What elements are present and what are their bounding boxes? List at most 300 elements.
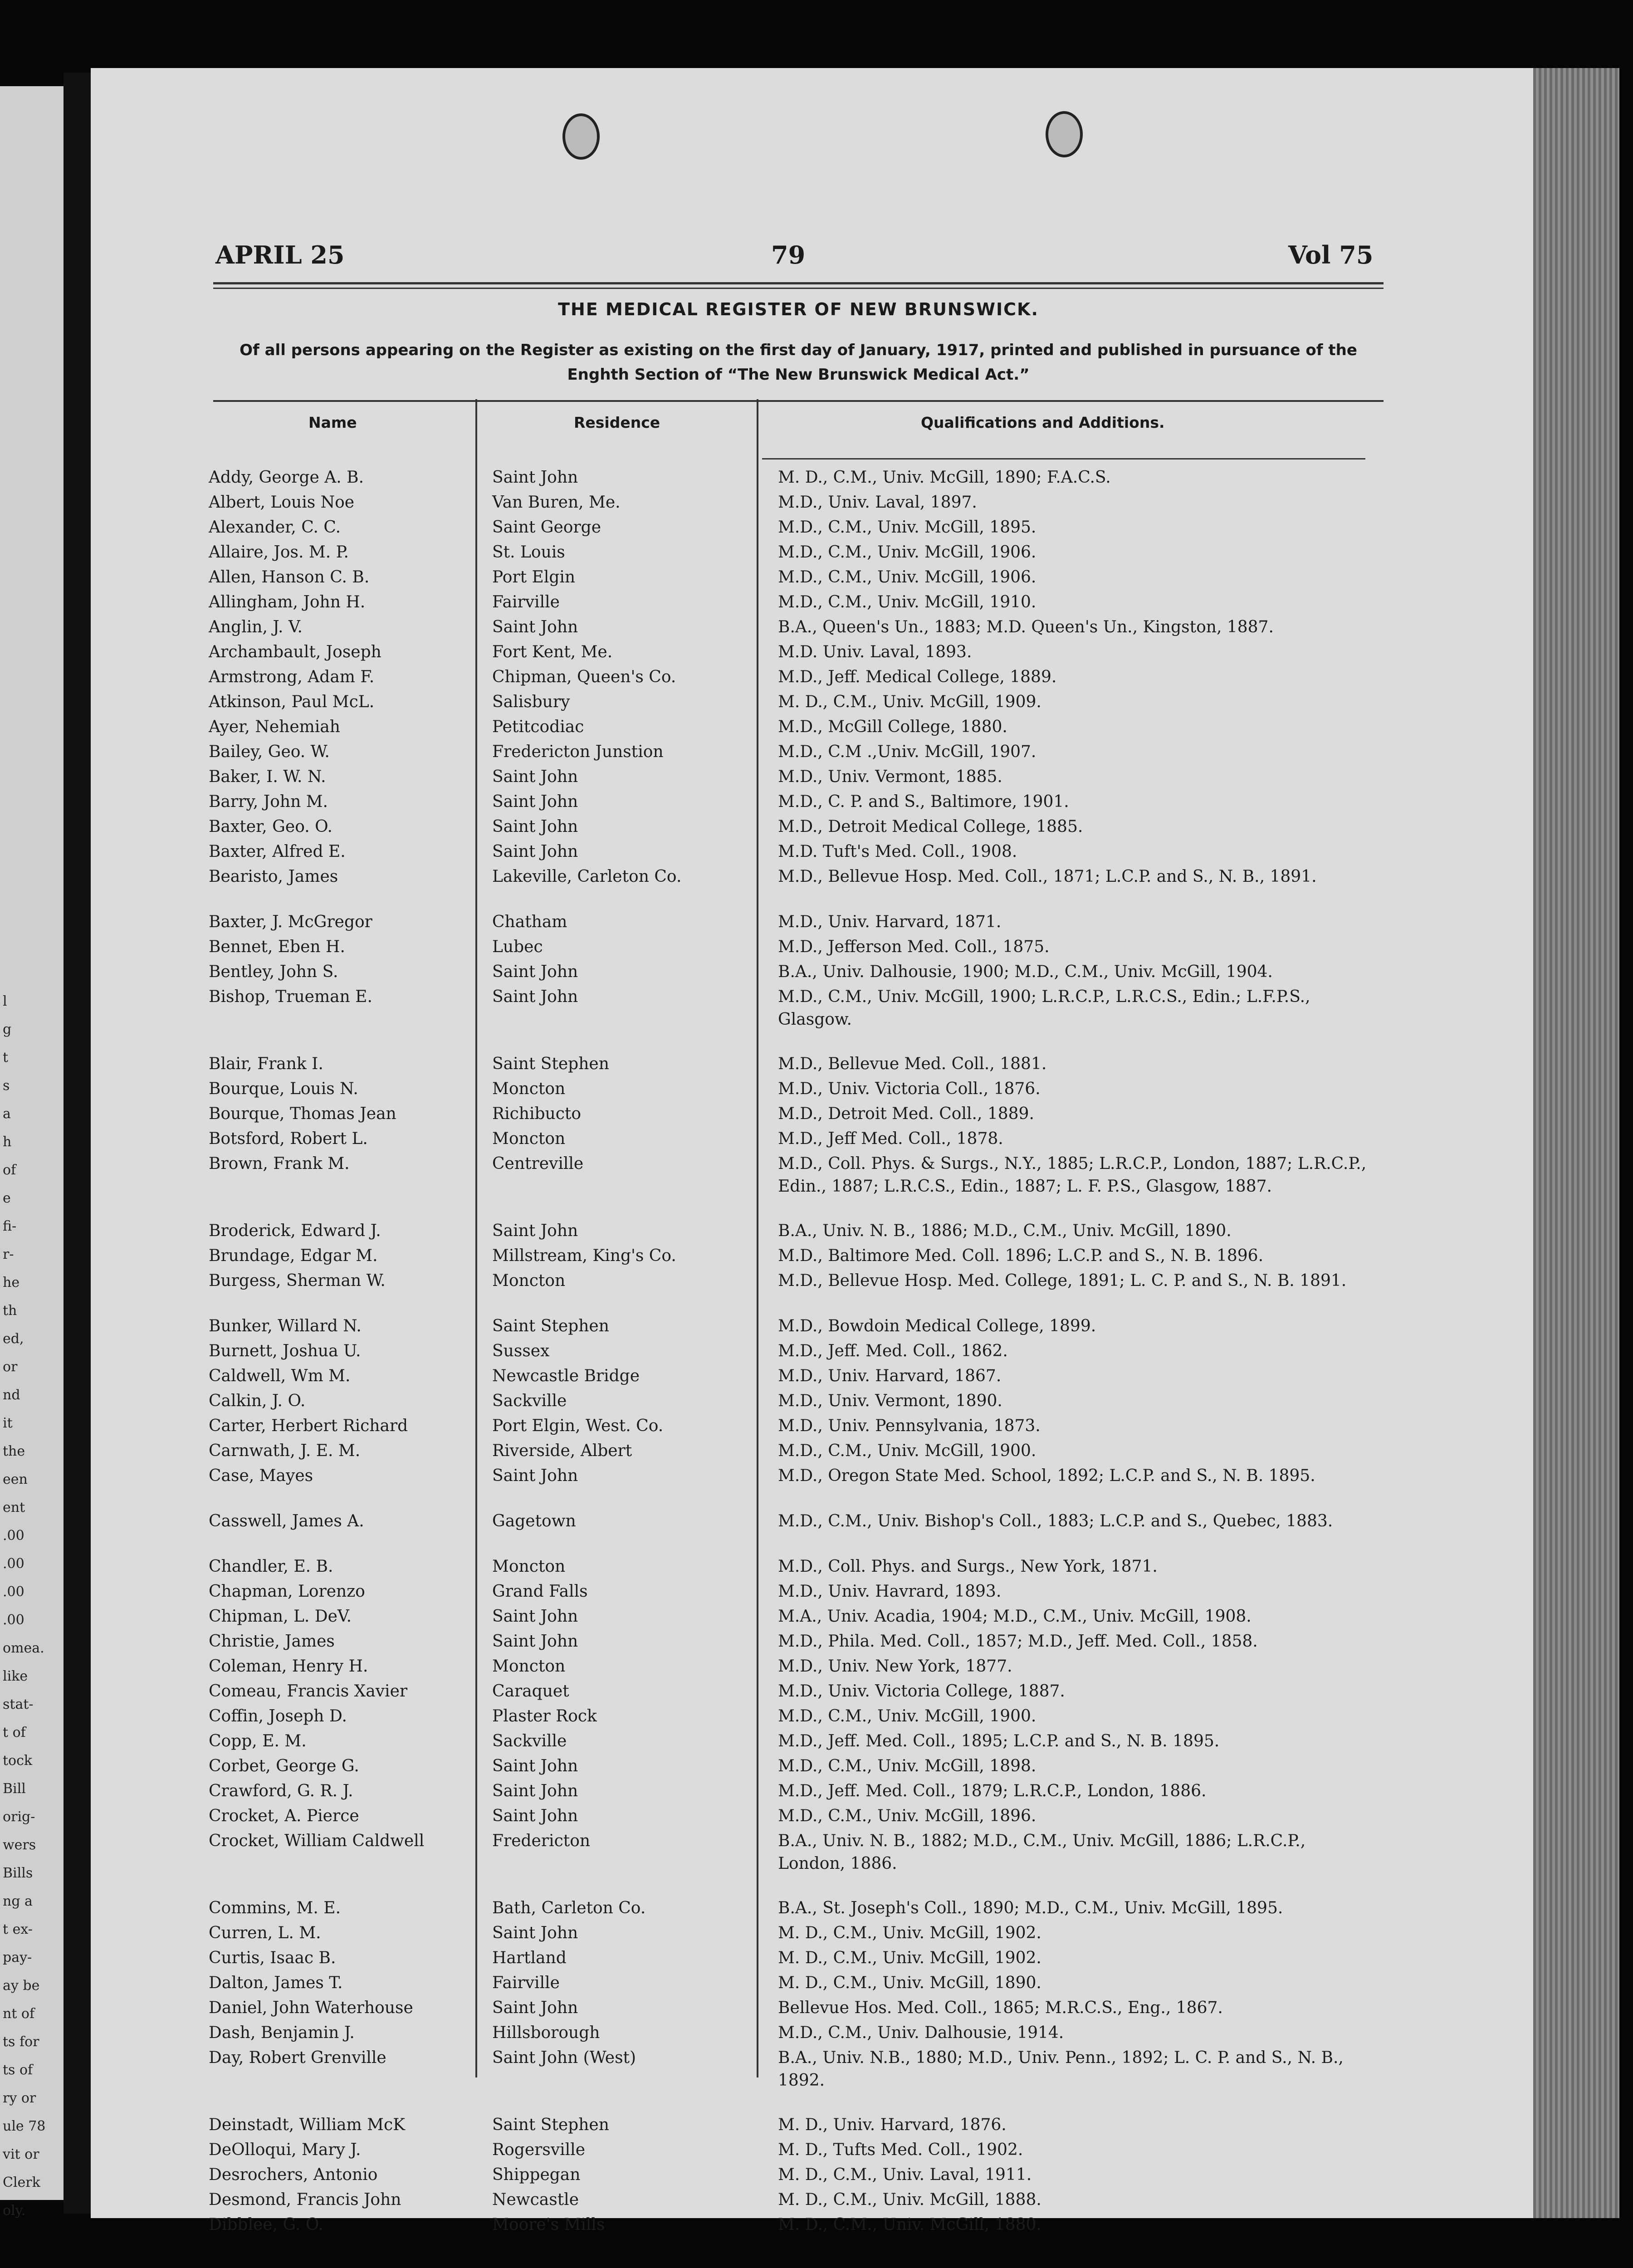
entry-residence: Saint John (492, 1782, 578, 1800)
entry-residence: Saint John (492, 1924, 578, 1942)
register-entry (209, 1654, 1370, 1679)
entry-qualifications: M. D., C.M., Univ. McGill, 1909. (778, 693, 1041, 711)
entry-name: Commins, M. E. (209, 1899, 341, 1917)
entry-qualifications: M. D., C.M., Univ. Laval, 1911. (778, 2165, 1032, 2184)
adjacent-page-fragment: vit or (3, 2146, 39, 2162)
entry-residence: Sackville (492, 1732, 567, 1750)
register-entry (209, 1629, 1370, 1654)
entry-residence: Saint John (492, 767, 578, 786)
page-stack-edge (1533, 68, 1619, 2218)
entry-name: Brown, Frank M. (209, 1154, 350, 1173)
entry-qualifications: M.D., McGill College, 1880. (778, 718, 1007, 736)
adjacent-page-fragment: ay be (3, 1978, 40, 1994)
adjacent-page-fragment: ule 78 (3, 2118, 46, 2134)
header-rule-thin (213, 288, 1384, 289)
register-entry (209, 1604, 1370, 1629)
entry-name: Ayer, Nehemiah (209, 718, 340, 736)
entry-name: Bunker, Willard N. (209, 1317, 362, 1335)
entry-residence: Moncton (492, 1557, 566, 1576)
entry-qualifications: M. D., C.M., Univ. McGill, 1902. (778, 1924, 1041, 1942)
entry-residence: Saint John (492, 1222, 578, 1240)
register-entry (209, 739, 1370, 764)
entry-residence: Saint John (West) (492, 2048, 636, 2067)
entry-qualifications: B.A., Univ. N. B., 1886; M.D., C.M., Univ. McGill, 1890. (778, 1222, 1232, 1240)
adjacent-page-fragment: Bill (3, 1781, 26, 1797)
entry-residence: Saint John (492, 1757, 578, 1775)
entry-name: Chapman, Lorenzo (209, 1582, 365, 1601)
entry-qualifications: M.D., Bellevue Hosp. Med. Coll., 1871; L.C.P. and S., N. B., 1891. (778, 867, 1317, 886)
entry-qualifications: M.D., C.M., Univ. McGill, 1900; L.R.C.P., L.R.C.S., Edin.; L.F.P.S., Glasgow. (778, 987, 1310, 1029)
entry-name: Dalton, James T. (209, 1974, 343, 1992)
entry-name: Coffin, Joseph D. (209, 1707, 347, 1725)
adjacent-page-fragment: ent (3, 1500, 25, 1515)
book-gutter (64, 73, 91, 2214)
entry-residence: Moncton (492, 1129, 566, 1148)
entry-qualifications: M.D., Jeff. Medical College, 1889. (778, 668, 1057, 686)
register-entry (209, 1828, 1370, 1875)
entry-residence: Saint George (492, 518, 601, 537)
entry-residence: Newcastle (492, 2190, 579, 2209)
entry-residence: St. Louis (492, 543, 565, 562)
entry-qualifications: M.D., Univ. Harvard, 1867. (778, 1367, 1002, 1385)
entry-name: Calkin, J. O. (209, 1392, 306, 1410)
entry-name: Christie, James (209, 1632, 335, 1651)
entry-qualifications: M.D., C.M., Univ. McGill, 1900. (778, 1442, 1037, 1460)
entry-name: Crocket, A. Pierce (209, 1807, 359, 1825)
entry-name: Casswell, James A. (209, 1512, 364, 1530)
header-rule (213, 282, 1384, 284)
entry-qualifications: M.D., C.M., Univ. Dalhousie, 1914. (778, 2024, 1064, 2042)
entry-qualifications: M.D., Univ. Pennsylvania, 1873. (778, 1417, 1041, 1435)
register-entry (209, 2112, 1370, 2137)
entry-residence: Van Buren, Me. (492, 493, 621, 512)
entry-name: Allen, Hanson C. B. (209, 568, 370, 587)
entry-name: Atkinson, Paul McL. (209, 693, 375, 711)
entry-name: Desrochers, Antonio (209, 2165, 378, 2184)
entry-qualifications: M. D., C.M., Univ. McGill, 1888. (778, 2190, 1041, 2209)
register-title: THE MEDICAL REGISTER OF NEW BRUNSWICK. (558, 299, 1039, 319)
register-entry (209, 1314, 1370, 1339)
entry-name: Allaire, Jos. M. P. (209, 543, 349, 562)
column-header-qualifications: Qualifications and Additions. (921, 414, 1165, 431)
adjacent-page-fragment: nd (3, 1387, 20, 1403)
adjacent-page-fragment: wers (3, 1837, 36, 1853)
entry-name: Bentley, John S. (209, 963, 338, 981)
adjacent-page-fragment: r- (3, 1246, 14, 1262)
entry-residence: Petitcodiac (492, 718, 584, 736)
adjacent-page-fragment: ng a (3, 1893, 33, 1909)
adjacent-page-fragment: l (3, 993, 7, 1009)
entry-residence: Millstream, King's Co. (492, 1246, 676, 1265)
register-entry (209, 2137, 1370, 2162)
header-volume: Vol 75 (1288, 240, 1374, 269)
adjacent-page-fragment: a (3, 1106, 11, 1122)
entry-name: Burnett, Joshua U. (209, 1342, 361, 1360)
register-entry (209, 565, 1370, 590)
entry-qualifications: Bellevue Hos. Med. Coll., 1865; M.R.C.S., Eng., 1867. (778, 1999, 1223, 2017)
entry-residence: Shippegan (492, 2165, 581, 2184)
adjacent-page-fragment: or (3, 1359, 18, 1375)
entry-qualifications: M.D. Tuft's Med. Coll., 1908. (778, 842, 1017, 861)
entry-qualifications: M.D., Univ. Victoria Coll., 1876. (778, 1080, 1041, 1098)
register-entry (209, 615, 1370, 640)
entry-residence: Saint John (492, 1807, 578, 1825)
register-entry (209, 1339, 1370, 1364)
entry-qualifications: B.A., Univ. Dalhousie, 1900; M.D., C.M., Univ. McGill, 1904. (778, 963, 1273, 981)
entry-name: Bailey, Geo. W. (209, 743, 330, 761)
register-entry (209, 1995, 1370, 2020)
register-entry (209, 1388, 1370, 1413)
register-entry (209, 1126, 1370, 1151)
entry-residence: Saint John (492, 792, 578, 811)
adjacent-page-fragment: omea. (3, 1640, 44, 1656)
entry-qualifications: M.D., Phila. Med. Coll., 1857; M.D., Jeff. Med. Coll., 1858. (778, 1632, 1258, 1651)
entry-name: Chipman, L. DeV. (209, 1607, 352, 1626)
entry-name: Baxter, Geo. O. (209, 817, 332, 836)
entry-name: Alexander, C. C. (209, 518, 341, 537)
adjacent-page-fragment: .00 (3, 1584, 24, 1600)
entry-residence: Caraquet (492, 1682, 569, 1701)
entry-qualifications: M.D., Jeff. Med. Coll., 1895; L.C.P. and S., N. B. 1895. (778, 1732, 1220, 1750)
adjacent-page-fragment: he (3, 1275, 20, 1290)
entry-qualifications: M.D., Univ. New York, 1877. (778, 1657, 1012, 1676)
entry-residence: Moncton (492, 1271, 566, 1290)
entry-residence: Moncton (492, 1657, 566, 1676)
entry-qualifications: M. D., C.M., Univ. McGill, 1890; F.A.C.S. (778, 468, 1111, 487)
entry-residence: Riverside, Albert (492, 1442, 632, 1460)
entry-qualifications: M.D., C.M., Univ. McGill, 1910. (778, 593, 1037, 611)
entry-qualifications: M.D., C.M., Univ. McGill, 1896. (778, 1807, 1037, 1825)
register-entry (209, 665, 1370, 689)
header-date: APRIL 25 (215, 240, 345, 269)
entry-residence: Salisbury (492, 693, 570, 711)
adjacent-page-fragment: fi- (3, 1218, 17, 1234)
entry-qualifications: M.D., C.M., Univ. McGill, 1906. (778, 568, 1037, 587)
entry-residence: Sussex (492, 1342, 550, 1360)
entry-residence: Gagetown (492, 1512, 576, 1530)
register-entry (209, 2045, 1370, 2092)
entry-qualifications: M.D., Jefferson Med. Coll., 1875. (778, 938, 1050, 956)
adjacent-page-fragment: ry or (3, 2090, 36, 2106)
entry-name: Caldwell, Wm M. (209, 1367, 351, 1385)
entry-qualifications: M.D., C.M., Univ. McGill, 1898. (778, 1757, 1037, 1775)
adjacent-page-fragment: of (3, 1162, 16, 1178)
entry-residence: Bath, Carleton Co. (492, 1899, 646, 1917)
register-entry (209, 2162, 1370, 2187)
table-top-rule (213, 400, 1384, 402)
register-entry (209, 814, 1370, 839)
entry-name: Dash, Benjamin J. (209, 2024, 355, 2042)
register-entry (209, 465, 1370, 490)
adjacent-page-fragment: the (3, 1443, 25, 1459)
adjacent-page-fragment: pay- (3, 1950, 32, 1965)
adjacent-page-fragment: ts for (3, 2034, 39, 2050)
entry-name: Bourque, Louis N. (209, 1080, 358, 1098)
entry-name: Armstrong, Adam F. (209, 668, 375, 686)
entry-name: Chandler, E. B. (209, 1557, 333, 1576)
entry-qualifications: M.D. Univ. Laval, 1893. (778, 643, 972, 661)
entry-name: Carnwath, J. E. M. (209, 1442, 361, 1460)
entry-residence: Chipman, Queen's Co. (492, 668, 676, 686)
page-number: 79 (771, 240, 806, 269)
register-entry (209, 1921, 1370, 1945)
register-entry (209, 959, 1370, 984)
entry-name: Crawford, G. R. J. (209, 1782, 353, 1800)
adjacent-page-fragment: een (3, 1471, 28, 1487)
register-entry (209, 984, 1370, 1031)
entry-residence: Saint John (492, 817, 578, 836)
entry-name: Carter, Herbert Richard (209, 1417, 408, 1435)
entry-residence: Saint John (492, 468, 578, 487)
register-entry (209, 515, 1370, 540)
entry-qualifications: M.D., Bowdoin Medical College, 1899. (778, 1317, 1096, 1335)
column-header-residence: Residence (574, 414, 660, 431)
register-entry (209, 2212, 1370, 2237)
entry-residence: Plaster Rock (492, 1707, 597, 1725)
entry-residence: Saint John (492, 1999, 578, 2017)
entry-qualifications: M.D., C.M., Univ. McGill, 1895. (778, 518, 1037, 537)
entry-residence: Newcastle Bridge (492, 1367, 640, 1385)
adjacent-page-fragment: ed, (3, 1331, 24, 1347)
register-entry (209, 1554, 1370, 1579)
entry-qualifications: M.D., Coll. Phys. & Surgs., N.Y., 1885; L.R.C.P., London, 1887; L.R.C.P., Edin., 1887; L.R.C.S., Edin., 1887; L. F. P.S., Glasgow, 1887. (778, 1154, 1367, 1196)
register-entry (209, 1463, 1370, 1488)
register-entry (209, 1151, 1370, 1198)
register-entry (209, 1679, 1370, 1704)
register-entry (209, 640, 1370, 665)
entry-qualifications: M.D., Univ. Harvard, 1871. (778, 913, 1002, 931)
entry-name: Crocket, William Caldwell (209, 1832, 425, 1850)
register-entries (209, 465, 1370, 2237)
entry-residence: Chatham (492, 913, 567, 931)
entry-qualifications: M. D., Tufts Med. Coll., 1902. (778, 2141, 1023, 2159)
entry-residence: Lakeville, Carleton Co. (492, 867, 682, 886)
entry-name: Botsford, Robert L. (209, 1129, 368, 1148)
adjacent-page-fragment: e (3, 1190, 11, 1206)
adjacent-page-fragment: orig- (3, 1809, 35, 1825)
entry-name: Dibblee, G. O. (209, 2215, 323, 2234)
entry-residence: Hillsborough (492, 2024, 600, 2042)
entry-qualifications: M.D., C.M., Univ. McGill, 1900. (778, 1707, 1037, 1725)
entry-name: Baxter, Alfred E. (209, 842, 346, 861)
register-entry (209, 839, 1370, 864)
register-entry (209, 2187, 1370, 2212)
register-intro: Of all persons appearing on the Register as existing on the first day of January, 1917, printed and published in pursuance of the Enghth Section of “The New Brunswick Medical Act.” (240, 341, 1357, 384)
entry-name: Baker, I. W. N. (209, 767, 326, 786)
adjacent-page-fragment: t of (3, 1725, 26, 1740)
entry-residence: Saint John (492, 1632, 578, 1651)
adjacent-page-fragment: ts of (3, 2062, 33, 2078)
register-entry (209, 1729, 1370, 1754)
adjacent-page-fragments (0, 86, 64, 2219)
entry-qualifications: B.A., Univ. N. B., 1882; M.D., C.M., Univ. McGill, 1886; L.R.C.P., London, 1886. (778, 1832, 1306, 1873)
entry-name: Burgess, Sherman W. (209, 1271, 386, 1290)
entry-name: Albert, Louis Noe (209, 493, 355, 512)
adjacent-page-fragment: s (3, 1078, 10, 1094)
entry-residence: Saint Stephen (492, 2116, 609, 2134)
adjacent-page-fragment: stat- (3, 1696, 34, 1712)
entry-residence: Fairville (492, 1974, 560, 1992)
entry-qualifications: M.D., Oregon State Med. School, 1892; L.C.P. and S., N. B. 1895. (778, 1466, 1315, 1485)
entry-qualifications: M.D., Detroit Med. Coll., 1889. (778, 1105, 1034, 1123)
adjacent-page-fragment: Bills (3, 1865, 33, 1881)
adjacent-page-fragment: .00 (3, 1528, 24, 1544)
register-entry (209, 1076, 1370, 1101)
entry-residence: Saint John (492, 618, 578, 636)
register-entry (209, 1051, 1370, 1076)
entry-residence: Hartland (492, 1949, 567, 1967)
entry-qualifications: M.D., Univ. Vermont, 1890. (778, 1392, 1002, 1410)
register-entry (209, 1945, 1370, 1970)
entry-residence: Fredericton Junstion (492, 743, 664, 761)
register-entry (209, 764, 1370, 789)
entry-qualifications: M.D., Jeff Med. Coll., 1878. (778, 1129, 1003, 1148)
entry-residence: Saint John (492, 842, 578, 861)
entry-residence: Saint John (492, 963, 578, 981)
entry-name: Bennet, Eben H. (209, 938, 345, 956)
entry-name: Baxter, J. McGregor (209, 913, 372, 931)
entry-name: Bishop, Trueman E. (209, 987, 372, 1006)
entry-residence: Fredericton (492, 1832, 591, 1850)
register-entry (209, 2020, 1370, 2045)
entry-name: Curren, L. M. (209, 1924, 321, 1942)
entry-qualifications: M.D., Univ. Havrard, 1893. (778, 1582, 1002, 1601)
entry-name: Coleman, Henry H. (209, 1657, 368, 1676)
adjacent-page-fragment: h (3, 1134, 12, 1150)
register-entry (209, 490, 1370, 515)
register-entry (209, 1579, 1370, 1604)
entry-name: Case, Mayes (209, 1466, 313, 1485)
register-entry (209, 1268, 1370, 1293)
entry-qualifications: M.D., C.M., Univ. McGill, 1906. (778, 543, 1037, 562)
entry-qualifications: M.D., Univ. Vermont, 1885. (778, 767, 1002, 786)
entry-qualifications: M.D., C.M .,Univ. McGill, 1907. (778, 743, 1037, 761)
register-entry (209, 1243, 1370, 1268)
register-entry (209, 1413, 1370, 1438)
entry-residence: Rogersville (492, 2141, 585, 2159)
entry-qualifications: M.D., Bellevue Med. Coll., 1881. (778, 1055, 1047, 1073)
entry-name: Anglin, J. V. (209, 618, 303, 636)
register-entry (209, 1438, 1370, 1463)
entry-name: Comeau, Francis Xavier (209, 1682, 408, 1701)
entry-residence: Saint Stephen (492, 1317, 609, 1335)
entry-name: Desmond, Francis John (209, 2190, 401, 2209)
adjacent-page-edge (0, 86, 64, 2219)
entry-qualifications: M.D., C. P. and S., Baltimore, 1901. (778, 792, 1069, 811)
entry-name: Copp, E. M. (209, 1732, 307, 1750)
entry-name: Bearisto, James (209, 867, 338, 886)
register-entry (209, 1101, 1370, 1126)
entry-residence: Fairville (492, 593, 560, 611)
entry-name: Daniel, John Waterhouse (209, 1999, 413, 2017)
register-entry (209, 1509, 1370, 1534)
entry-name: Corbet, George G. (209, 1757, 359, 1775)
entry-qualifications: M.D., Coll. Phys. and Surgs., New York, 1871. (778, 1557, 1158, 1576)
entry-name: Barry, John M. (209, 792, 328, 811)
adjacent-page-fragment: .00 (3, 1556, 24, 1572)
entry-qualifications: B.A., Univ. N.B., 1880; M.D., Univ. Penn., 1892; L. C. P. and S., N. B., 1892. (778, 2048, 1344, 2090)
register-entry (209, 540, 1370, 565)
adjacent-page-fragment: oly. (3, 2203, 26, 2219)
adjacent-page-fragment: .00 (3, 1612, 24, 1628)
adjacent-page-fragment: nt of (3, 2006, 35, 2022)
entry-residence: Grand Falls (492, 1582, 588, 1601)
entry-qualifications: M.D., C.M., Univ. Bishop's Coll., 1883; L.C.P. and S., Quebec, 1883. (778, 1512, 1333, 1530)
entry-qualifications: M.D., Bellevue Hosp. Med. College, 1891; L. C. P. and S., N. B. 1891. (778, 1271, 1347, 1290)
register-entry (209, 714, 1370, 739)
entry-residence: Saint Stephen (492, 1055, 609, 1073)
register-entry (209, 1804, 1370, 1828)
entry-name: Bourque, Thomas Jean (209, 1105, 396, 1123)
entry-qualifications: B.A., Queen's Un., 1883; M.D. Queen's Un., Kingston, 1887. (778, 618, 1274, 636)
register-entry (209, 1364, 1370, 1388)
entry-residence: Sackville (492, 1392, 567, 1410)
register-entry (209, 789, 1370, 814)
adjacent-page-fragment: tock (3, 1753, 33, 1769)
entry-name: Deinstadt, William McK (209, 2116, 406, 2134)
binding-hole-left (562, 113, 600, 160)
entry-qualifications: M. D., Univ. Harvard, 1876. (778, 2116, 1007, 2134)
register-entry (209, 590, 1370, 615)
entry-residence: Centreville (492, 1154, 584, 1173)
adjacent-page-fragment: t ex- (3, 1921, 33, 1937)
register-entry (209, 909, 1370, 934)
entry-residence: Moore's Mills (492, 2215, 605, 2234)
adjacent-page-fragment: it (3, 1415, 13, 1431)
entry-residence: Richibucto (492, 1105, 582, 1123)
entry-residence: Saint John (492, 987, 578, 1006)
column-header-name: Name (308, 414, 357, 431)
entry-qualifications: M.D., Univ. Laval, 1897. (778, 493, 977, 512)
entry-name: Blair, Frank I. (209, 1055, 323, 1073)
entry-residence: Port Elgin, West. Co. (492, 1417, 664, 1435)
entry-residence: Saint John (492, 1466, 578, 1485)
adjacent-page-fragment: g (3, 1022, 12, 1037)
entry-qualifications: M. D., C.M., Univ. McGill, 1880. (778, 2215, 1041, 2234)
entry-name: Archambault, Joseph (209, 643, 381, 661)
register-entry (209, 1779, 1370, 1804)
entry-name: DeOlloqui, Mary J. (209, 2141, 361, 2159)
entry-qualifications: M. D., C.M., Univ. McGill, 1890. (778, 1974, 1041, 1992)
entry-name: Day, Robert Grenville (209, 2048, 386, 2067)
entry-residence: Fort Kent, Me. (492, 643, 613, 661)
register-entry (209, 1218, 1370, 1243)
entry-name: Addy, George A. B. (209, 468, 364, 487)
entry-qualifications: M.A., Univ. Acadia, 1904; M.D., C.M., Univ. McGill, 1908. (778, 1607, 1252, 1626)
adjacent-page-fragment: th (3, 1303, 17, 1319)
register-entry (209, 1704, 1370, 1729)
entry-qualifications: M.D., Univ. Victoria College, 1887. (778, 1682, 1065, 1701)
adjacent-page-fragment: Clerk (3, 2175, 40, 2190)
register-entry (209, 1754, 1370, 1779)
entry-qualifications: M.D., Jeff. Med. Coll., 1862. (778, 1342, 1008, 1360)
binding-hole-right (1046, 111, 1083, 157)
entry-residence: Lubec (492, 938, 543, 956)
entry-qualifications: M.D., Jeff. Med. Coll., 1879; L.R.C.P., London, 1886. (778, 1782, 1207, 1800)
entry-name: Allingham, John H. (209, 593, 366, 611)
entry-qualifications: M.D., Baltimore Med. Coll. 1896; L.C.P. and S., N. B. 1896. (778, 1246, 1264, 1265)
register-entry (209, 1896, 1370, 1921)
adjacent-page-fragment: t (3, 1050, 9, 1066)
column-head-rule (762, 458, 1365, 459)
entry-name: Broderick, Edward J. (209, 1222, 381, 1240)
register-entry (209, 689, 1370, 714)
entry-qualifications: M. D., C.M., Univ. McGill, 1902. (778, 1949, 1041, 1967)
register-entry (209, 1970, 1370, 1995)
register-entry (209, 864, 1370, 889)
register-entry (209, 934, 1370, 959)
entry-qualifications: B.A., St. Joseph's Coll., 1890; M.D., C.M., Univ. McGill, 1895. (778, 1899, 1283, 1917)
